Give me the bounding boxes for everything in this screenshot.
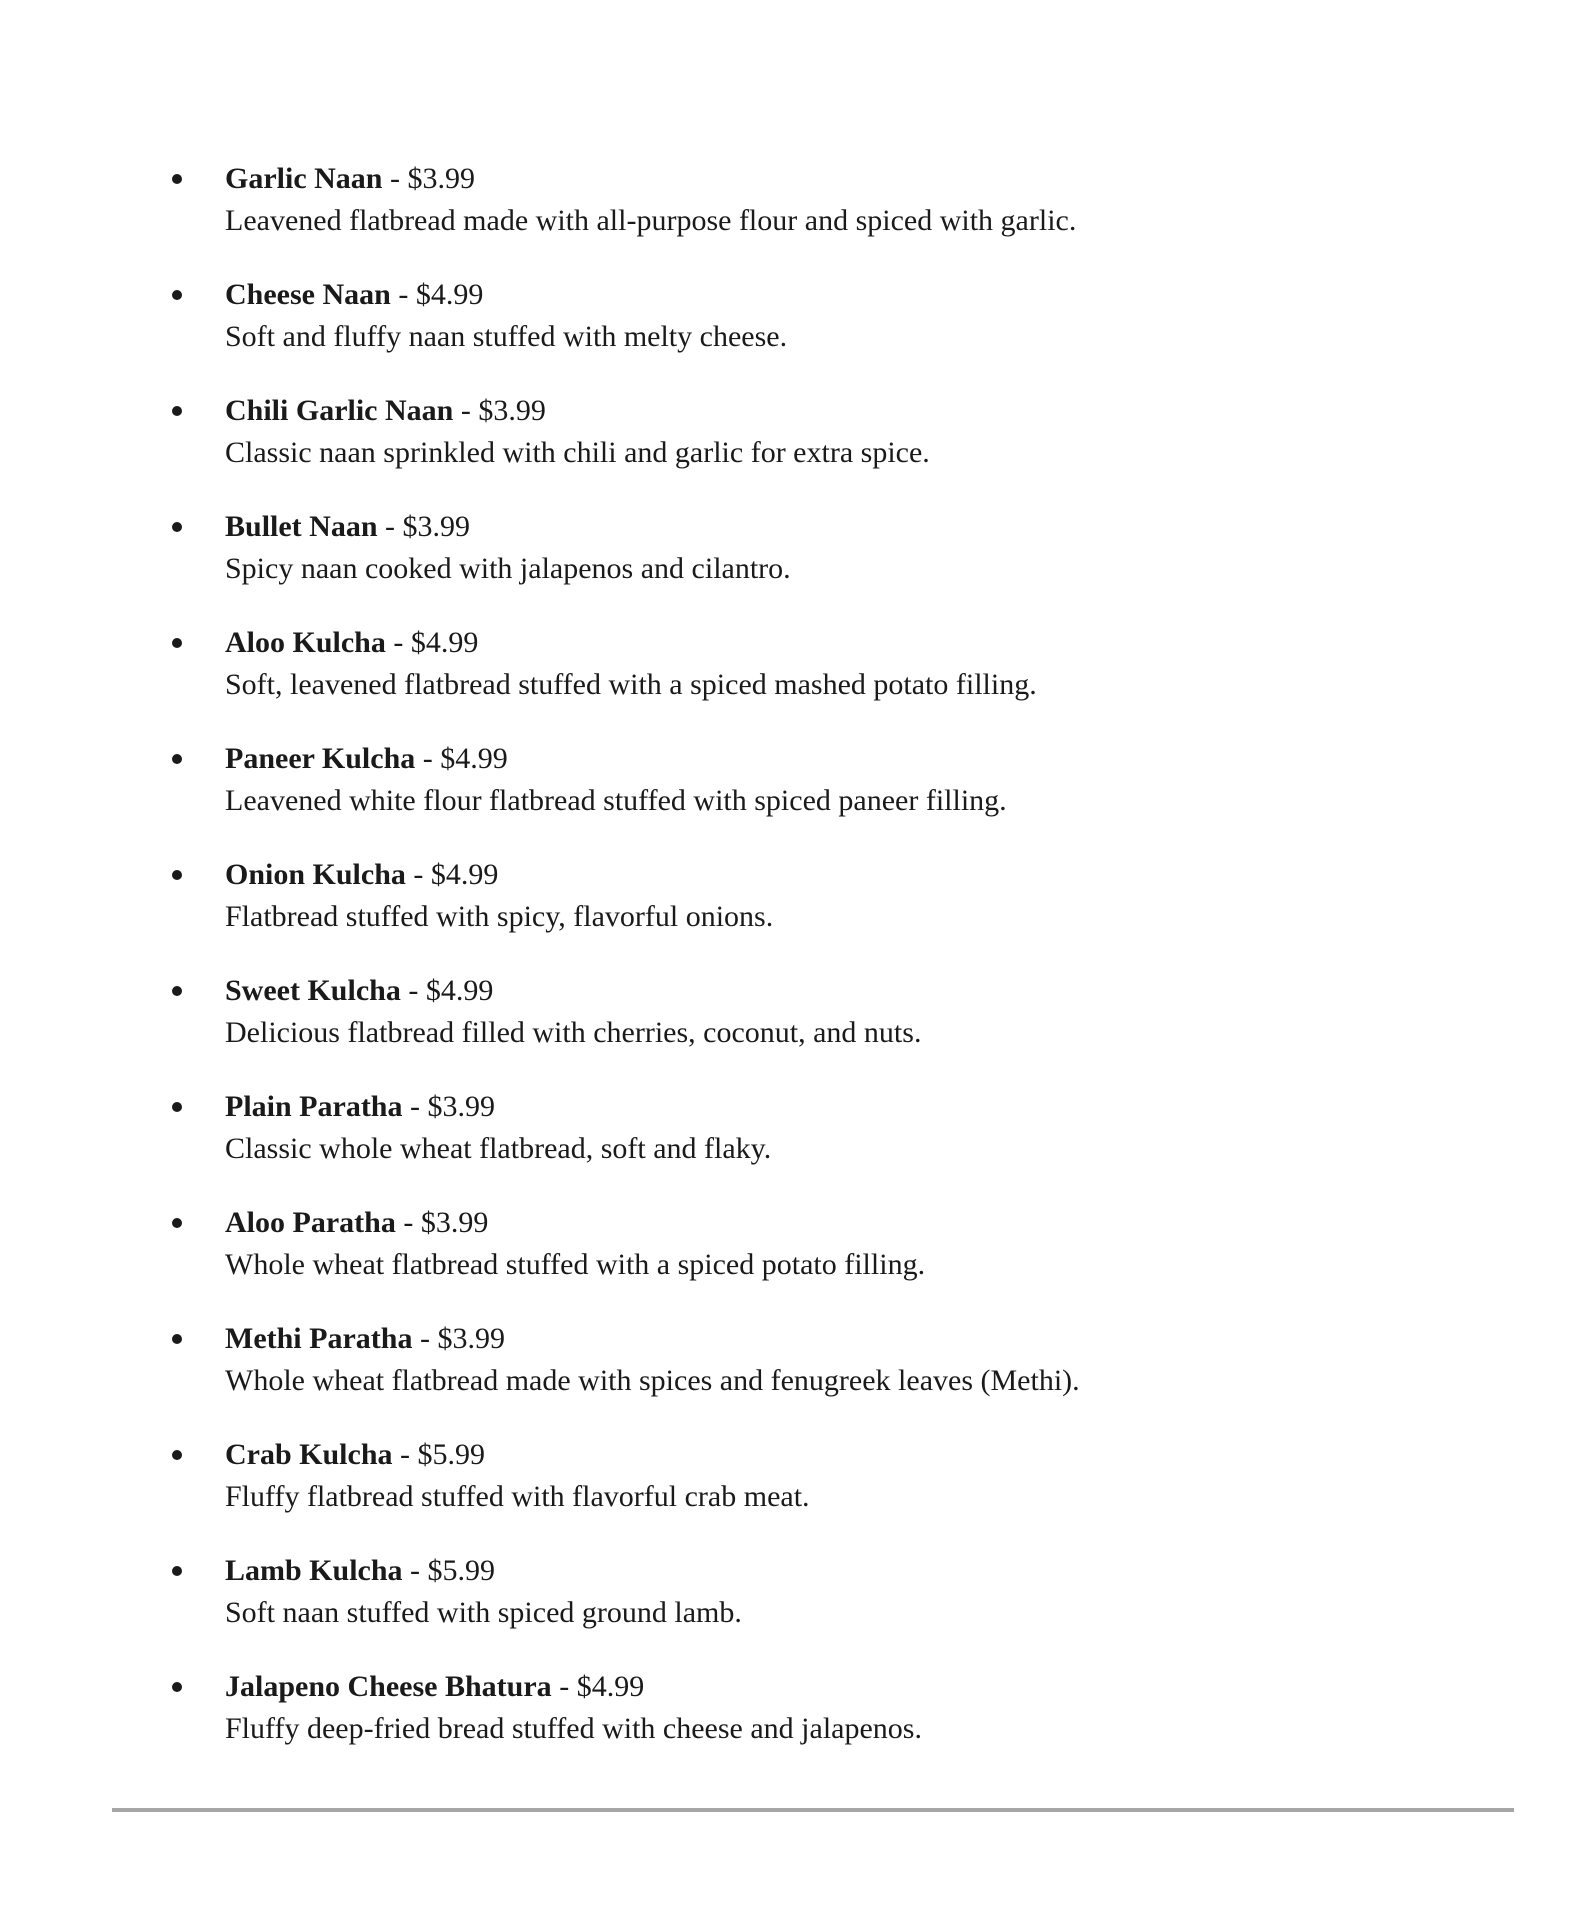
item-heading bbox=[225, 1666, 1582, 1708]
item-price: $3.99 bbox=[420, 1206, 489, 1239]
item-separator: - bbox=[390, 278, 416, 311]
item-description: Spicy naan cooked with jalapenos and cilantro. bbox=[225, 552, 791, 585]
bullet-icon bbox=[172, 986, 182, 996]
item-separator: - bbox=[551, 1670, 577, 1703]
item-separator: - bbox=[382, 162, 408, 195]
bullet-icon bbox=[172, 406, 182, 416]
bullet-icon bbox=[172, 174, 182, 184]
item-heading bbox=[225, 390, 1582, 432]
bullet-icon bbox=[172, 1682, 182, 1692]
item-heading bbox=[225, 274, 1582, 316]
item-name: Bullet Naan bbox=[225, 510, 378, 543]
item-description: Leavened flatbread made with all-purpose flour and spiced with garlic. bbox=[225, 204, 1077, 237]
item-heading bbox=[225, 158, 1582, 200]
bullet-icon bbox=[172, 638, 182, 648]
item-price: $3.99 bbox=[402, 510, 471, 543]
item-description: Whole wheat flatbread stuffed with a spiced potato filling. bbox=[225, 1248, 926, 1281]
item-name: Chili Garlic Naan bbox=[225, 394, 454, 427]
bullet-icon bbox=[172, 1334, 182, 1344]
item-description: Fluffy deep-fried bread stuffed with cheese and jalapenos. bbox=[225, 1712, 922, 1745]
menu-item-cheese-naan bbox=[0, 274, 1582, 390]
item-description: Leavened white flour flatbread stuffed with spiced paneer filling. bbox=[225, 784, 1007, 817]
item-description: Delicious flatbread filled with cherries, coconut, and nuts. bbox=[225, 1016, 922, 1049]
bullet-icon bbox=[172, 1566, 182, 1576]
item-price: $4.99 bbox=[425, 974, 494, 1007]
menu-item-lamb-kulcha bbox=[0, 1550, 1582, 1666]
bullet-icon bbox=[172, 1218, 182, 1228]
menu-item-bullet-naan bbox=[0, 506, 1582, 622]
item-price: $5.99 bbox=[417, 1438, 486, 1471]
horizontal-divider bbox=[112, 1808, 1514, 1812]
item-name: Aloo Paratha bbox=[225, 1206, 396, 1239]
menu-item-plain-paratha bbox=[0, 1086, 1582, 1202]
item-name: Garlic Naan bbox=[225, 162, 383, 195]
item-description: Classic naan sprinkled with chili and garlic for extra spice. bbox=[225, 436, 930, 469]
item-separator: - bbox=[395, 1206, 421, 1239]
item-heading bbox=[225, 1550, 1582, 1592]
item-price: $3.99 bbox=[407, 162, 475, 195]
menu-item-sweet-kulcha bbox=[0, 970, 1582, 1086]
item-heading bbox=[225, 1086, 1582, 1128]
item-name: Onion Kulcha bbox=[225, 858, 406, 891]
item-heading bbox=[225, 1318, 1582, 1360]
item-heading bbox=[225, 854, 1582, 896]
menu-item-garlic-naan bbox=[0, 158, 1582, 274]
menu-item-paneer-kulcha bbox=[0, 738, 1582, 854]
item-price: $3.99 bbox=[478, 394, 546, 427]
item-separator: - bbox=[400, 974, 426, 1007]
item-price: $3.99 bbox=[437, 1322, 505, 1355]
menu-item-crab-kulcha bbox=[0, 1434, 1582, 1550]
item-price: $3.99 bbox=[427, 1090, 495, 1123]
item-description: Whole wheat flatbread made with spices and fenugreek leaves (Methi). bbox=[225, 1364, 1080, 1397]
menu-list bbox=[0, 158, 1582, 1782]
item-price: $4.99 bbox=[415, 278, 484, 311]
item-name: Plain Paratha bbox=[225, 1090, 403, 1123]
item-description: Classic whole wheat flatbread, soft and flaky. bbox=[225, 1132, 772, 1165]
bullet-icon bbox=[172, 522, 182, 532]
item-heading bbox=[225, 1434, 1582, 1476]
bullet-icon bbox=[172, 1450, 182, 1460]
item-name: Lamb Kulcha bbox=[225, 1554, 403, 1587]
item-heading bbox=[225, 622, 1582, 664]
bullet-icon bbox=[172, 290, 182, 300]
item-name: Paneer Kulcha bbox=[225, 742, 416, 775]
item-separator: - bbox=[415, 742, 441, 775]
menu-item-aloo-paratha bbox=[0, 1202, 1582, 1318]
item-price: $4.99 bbox=[440, 742, 508, 775]
item-description: Flatbread stuffed with spicy, flavorful onions. bbox=[225, 900, 774, 933]
item-separator: - bbox=[412, 1322, 438, 1355]
item-separator: - bbox=[402, 1090, 428, 1123]
item-separator: - bbox=[392, 1438, 418, 1471]
bullet-icon bbox=[172, 754, 182, 764]
item-heading bbox=[225, 738, 1582, 780]
menu-item-aloo-kulcha bbox=[0, 622, 1582, 738]
item-heading bbox=[225, 506, 1582, 548]
item-description: Soft and fluffy naan stuffed with melty cheese. bbox=[225, 320, 788, 353]
item-separator: - bbox=[377, 510, 403, 543]
item-price: $4.99 bbox=[410, 626, 479, 659]
item-heading bbox=[225, 1202, 1582, 1244]
menu-item-jalapeno-cheese-bhatura bbox=[0, 1666, 1582, 1782]
item-name: Cheese Naan bbox=[225, 278, 391, 311]
item-heading bbox=[225, 970, 1582, 1012]
item-name: Crab Kulcha bbox=[225, 1438, 393, 1471]
item-description: Fluffy flatbread stuffed with flavorful crab meat. bbox=[225, 1480, 810, 1513]
item-description: Soft naan stuffed with spiced ground lamb. bbox=[225, 1596, 742, 1629]
item-price: $5.99 bbox=[427, 1554, 496, 1587]
item-price: $4.99 bbox=[430, 858, 499, 891]
item-description: Soft, leavened flatbread stuffed with a spiced mashed potato filling. bbox=[225, 668, 1037, 701]
item-separator: - bbox=[402, 1554, 428, 1587]
item-name: Methi Paratha bbox=[225, 1322, 413, 1355]
menu-item-chili-garlic-naan bbox=[0, 390, 1582, 506]
bullet-icon bbox=[172, 1102, 182, 1112]
item-separator: - bbox=[405, 858, 431, 891]
bullet-icon bbox=[172, 870, 182, 880]
item-name: Jalapeno Cheese Bhatura bbox=[225, 1670, 552, 1703]
item-separator: - bbox=[453, 394, 479, 427]
item-separator: - bbox=[385, 626, 411, 659]
menu-item-methi-paratha bbox=[0, 1318, 1582, 1434]
menu-item-onion-kulcha bbox=[0, 854, 1582, 970]
item-name: Aloo Kulcha bbox=[225, 626, 386, 659]
item-name: Sweet Kulcha bbox=[225, 974, 401, 1007]
item-price: $4.99 bbox=[576, 1670, 645, 1703]
